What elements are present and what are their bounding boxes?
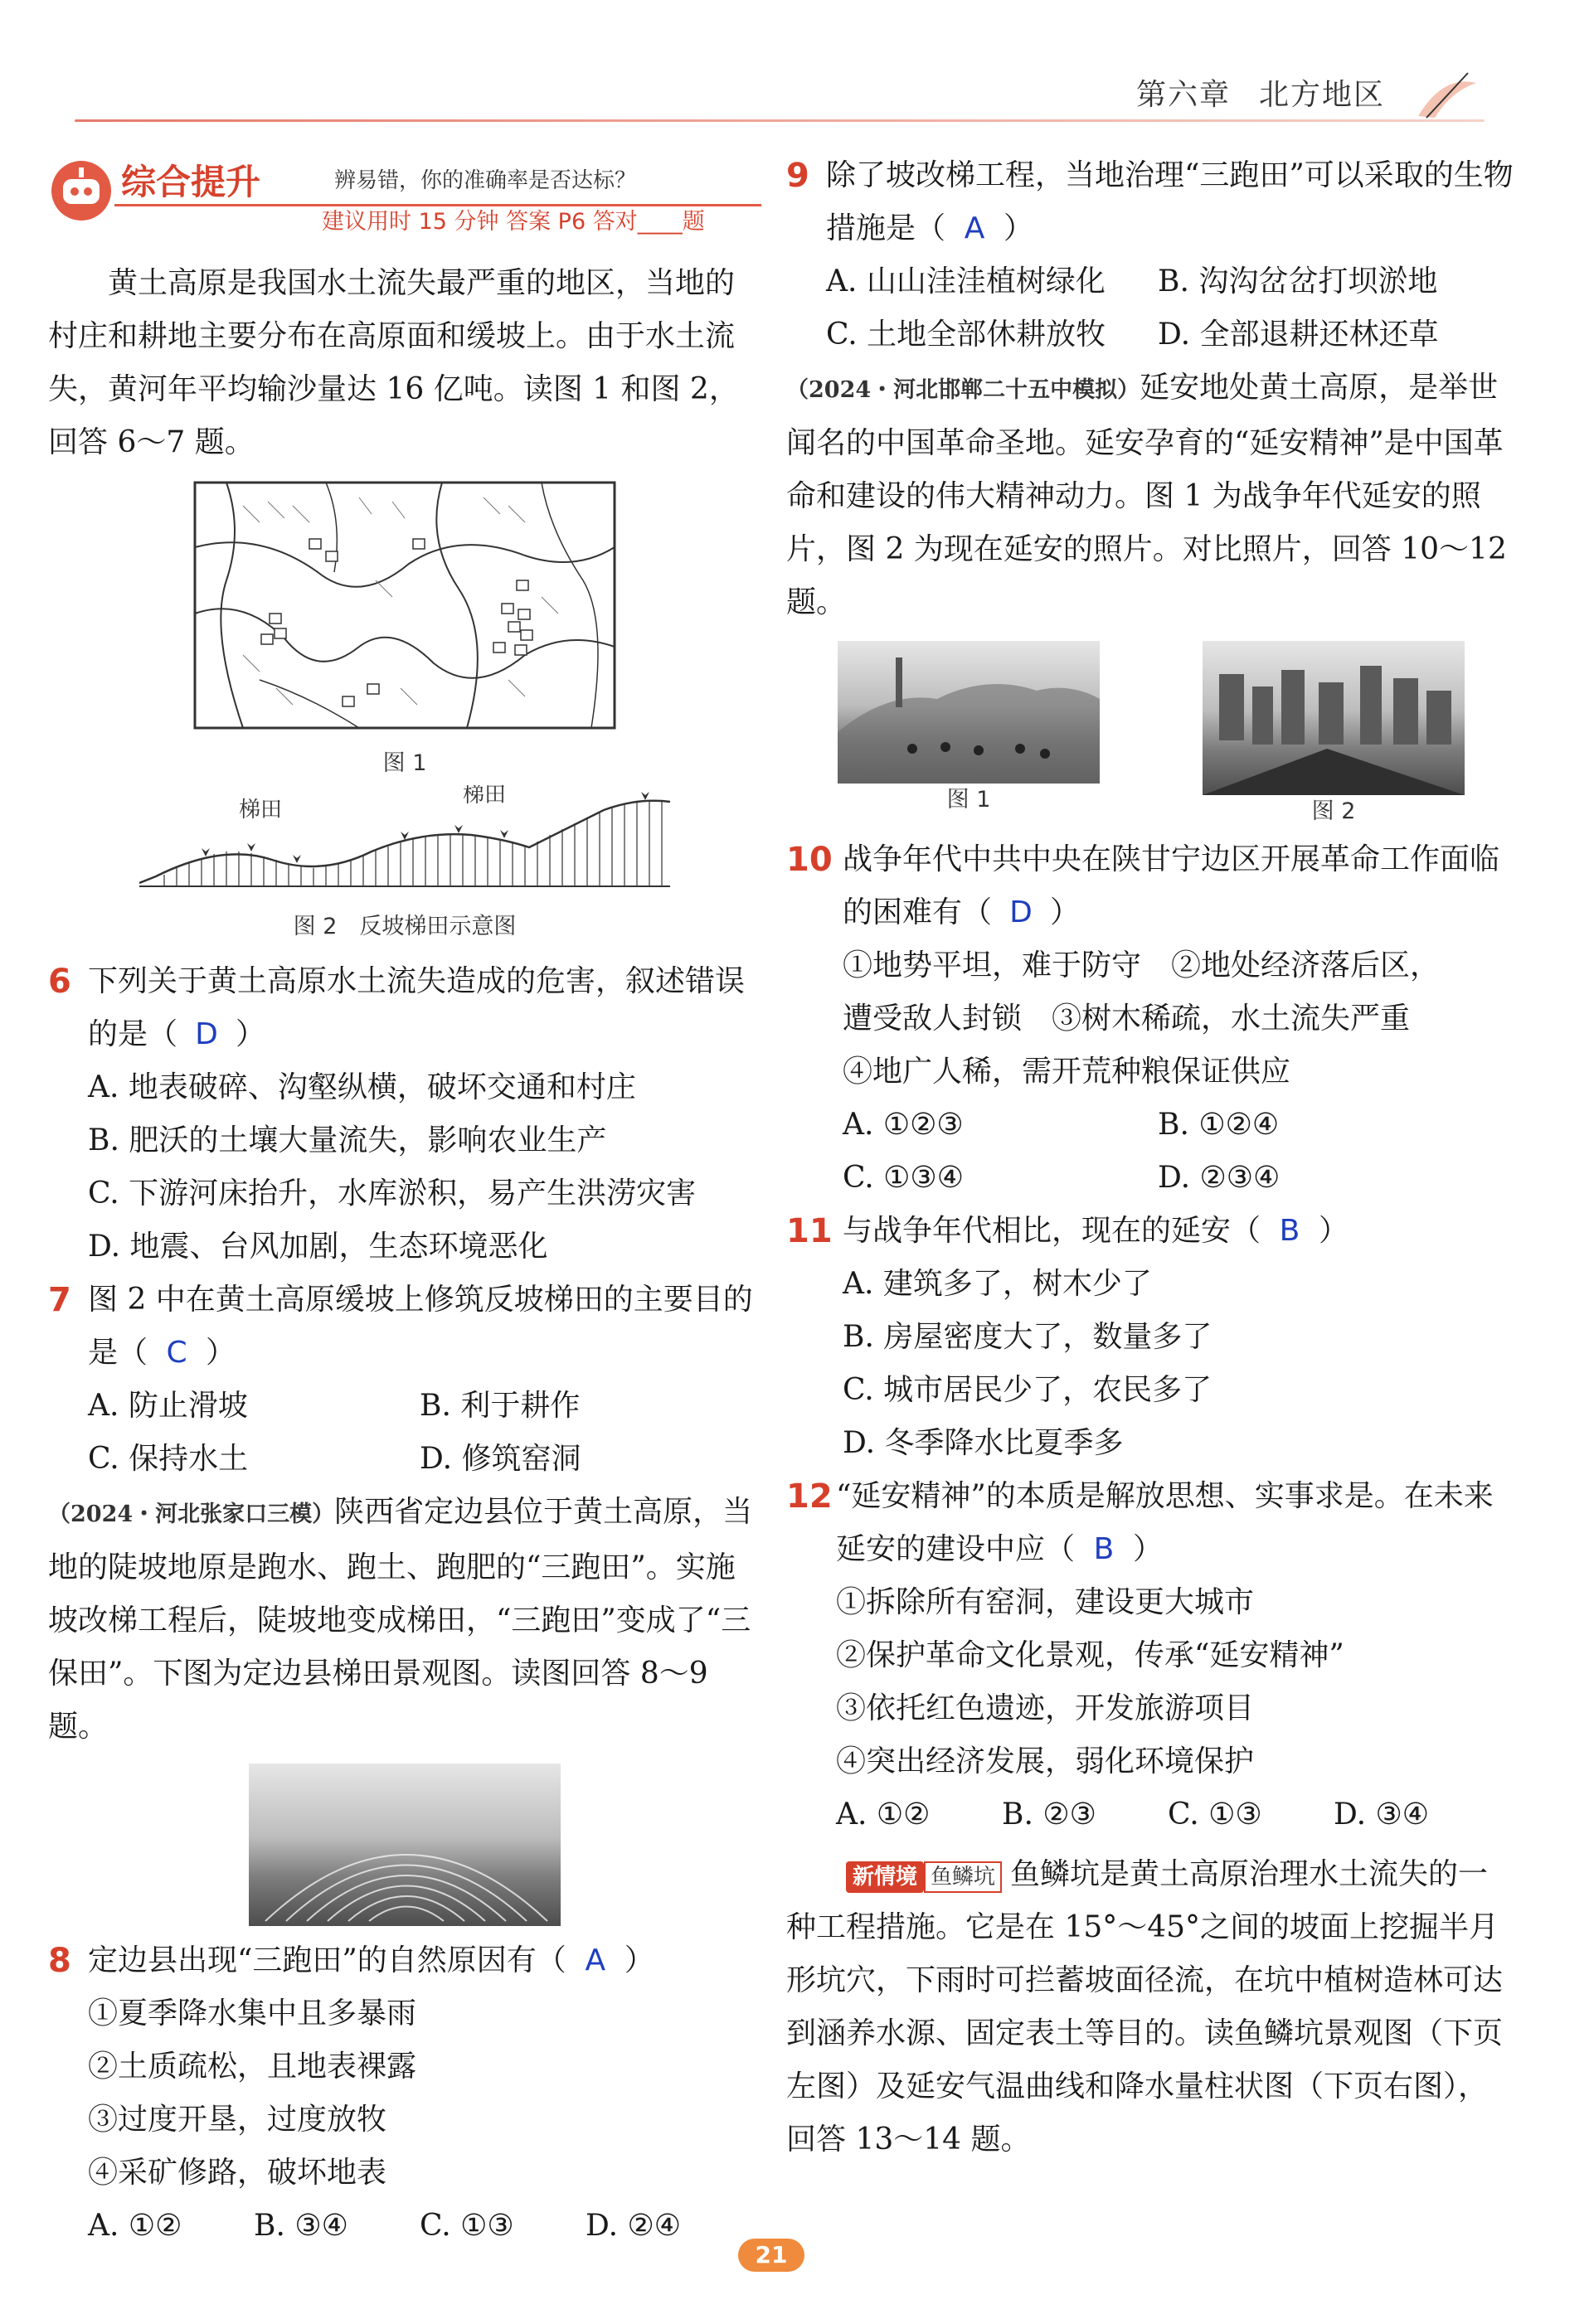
photo-2-caption: 图 2: [1311, 798, 1356, 824]
question-12-item: ①拆除所有窑洞，建设更大城市: [836, 1585, 1255, 1619]
intro-paragraph-2: [48, 1486, 761, 1754]
question-10-option: A. ①②③: [843, 1108, 964, 1142]
section-label: 北方地区: [1259, 78, 1386, 112]
question-12-close: ）: [1133, 1532, 1164, 1566]
section-header: [48, 158, 761, 257]
section-hint: 建议用时 15 分钟 答案 P6 答对____题: [322, 209, 705, 235]
question-12-item: ②保护革命文化景观，传承“延安精神”: [836, 1638, 1344, 1672]
running-header: [1136, 71, 1413, 114]
question-12-option: D. ③④: [1334, 1798, 1430, 1832]
section-underline: [114, 204, 761, 206]
question-6-option: C. 下游河床抬升，水库淤积，易产生洪涝灾害: [88, 1177, 697, 1211]
figure-2: [139, 785, 670, 944]
question-12-stem: “延安精神”的本质是解放思想、实事求是。在未来延安的建设中应（: [836, 1479, 1494, 1566]
modern-city-illustration: [1203, 641, 1465, 795]
question-12-option: C. ①③: [1168, 1798, 1262, 1832]
source-note: （2024・河北邯郸二十五中模拟）: [786, 377, 1140, 403]
question-7-option: A. 防止滑坡: [88, 1389, 248, 1423]
question-6-close: ）: [236, 1017, 266, 1051]
question-9-stem: 除了坡改梯工程，当地治理“三跑田”可以采取的生物措施是（: [826, 158, 1514, 245]
question-12-number: 12: [786, 1477, 833, 1516]
question-7-answer: C: [166, 1336, 187, 1370]
question-8-option: B. ③④: [254, 2209, 348, 2243]
intro-2-text: 陕西省定边县位于黄土高原，当地的陡坡地原是跑水、跑土、跑肥的“三跑田”。实施坡改梯工程后，陡坡地变成梯田，“三跑田”变成了“三保田”。下图为定边县梯田景观图。读图回答 8～9 题。: [48, 1495, 753, 1744]
question-9-option: D. 全部退耕还林还草: [1158, 318, 1439, 352]
intro-paragraph-4: [786, 1848, 1516, 2166]
question-7: [48, 1274, 761, 1380]
question-7-option: B. 利于耕作: [420, 1389, 581, 1423]
question-8-number: 8: [48, 1942, 71, 1980]
question-6-option: D. 地震、台风加剧，生态环境恶化: [88, 1230, 548, 1264]
question-10: [786, 833, 1516, 939]
question-6-answer: D: [195, 1017, 218, 1051]
question-8-option: A. ①②: [88, 2209, 182, 2243]
question-11-option: C. 城市居民少了，农民多了: [843, 1373, 1213, 1407]
intro-paragraph: 黄土高原是我国水土流失最严重的地区，当地的村庄和耕地主要分布在高原面和缓坡上。由于水土流失，黄河年平均输沙量达 16 亿吨。读图 1 和图 2，回答 6～7 题。: [48, 266, 739, 459]
question-8-item: ②土质疏松，且地表裸露: [88, 2050, 417, 2084]
question-8-stem: 定边县出现“三跑田”的自然原因有（: [88, 1943, 566, 1977]
question-11: [786, 1205, 1516, 1258]
question-11-stem: 与战争年代相比，现在的延安（: [843, 1214, 1261, 1248]
question-11-number: 11: [786, 1212, 833, 1250]
robot-badge-icon: [48, 158, 114, 224]
wartime-scene-illustration: [838, 641, 1100, 784]
question-8-close: ）: [624, 1943, 654, 1977]
question-11-close: ）: [1319, 1214, 1349, 1248]
question-8-item: ①夏季降水集中且多暴雨: [88, 1997, 417, 2030]
question-6-option: B. 肥沃的土壤大量流失，影响农业生产: [88, 1123, 607, 1157]
question-9-options-row: [786, 308, 1516, 361]
yanan-photos: [786, 641, 1516, 828]
question-12-item: ③依托红色遗迹，开发旅游项目: [836, 1691, 1255, 1725]
right-column: [786, 149, 1516, 2166]
question-10-items-line: 遭受敌人封锁 ③树木稀疏，水土流失严重: [843, 1002, 1411, 1036]
new-context-tag: 新情境: [846, 1861, 924, 1893]
intro-3-text: 延安地处黄土高原，是举世闻名的中国革命圣地。延安孕育的“延安精神”是中国革命和建设的伟大精神动力。图 1 为战争年代延安的照片，图 2 为现在延安的照片。对比照片，回答 10～12 题。: [786, 371, 1507, 619]
question-10-option: D. ②③④: [1158, 1161, 1281, 1195]
question-10-close: ）: [1050, 895, 1081, 929]
question-12-option: B. ②③: [1002, 1798, 1096, 1832]
photo-2-block: [1203, 641, 1465, 828]
question-11-option: A. 建筑多了，树木少了: [843, 1267, 1152, 1301]
brush-decoration-icon: [1410, 66, 1485, 124]
section-subtitle: 辨易错，你的准确率是否达标？: [334, 168, 637, 193]
terrace-label-b: 梯田: [463, 785, 507, 808]
figure-2-caption: 图 2 反坡梯田示意图: [293, 914, 517, 939]
header-divider: [75, 119, 1485, 122]
chapter-label: 第六章: [1136, 78, 1232, 112]
question-8-item: ④采矿修路，破坏地表: [88, 2156, 387, 2190]
gully-map-illustration: [193, 481, 616, 730]
question-9-close: ）: [1004, 211, 1034, 245]
question-9-number: 9: [786, 157, 809, 195]
question-8-options-row: [48, 2200, 761, 2253]
question-10-options-row: [786, 1152, 1516, 1205]
question-8-answer: A: [585, 1943, 606, 1977]
question-9-option: A. 山山洼洼植树绿化: [826, 264, 1106, 298]
photo-1-caption: 图 1: [946, 787, 991, 813]
question-7-close: ）: [206, 1336, 236, 1370]
terrace-profile-diagram: [139, 785, 670, 893]
question-9-options-row: [786, 255, 1516, 308]
question-10-answer: D: [1009, 895, 1033, 929]
question-7-stem: 图 2 中在黄土高原缓坡上修筑反坡梯田的主要目的是（: [88, 1283, 753, 1370]
question-7-option: D. 修筑窑洞: [420, 1442, 581, 1476]
question-9-answer: A: [964, 211, 985, 245]
question-6-number: 6: [48, 963, 71, 1001]
section-title: 综合提升: [121, 162, 261, 202]
question-11-option: D. 冬季降水比夏季多: [843, 1426, 1124, 1460]
question-9-option: B. 沟沟岔岔打坝淤地: [1158, 264, 1438, 298]
question-7-options-row: [48, 1433, 761, 1486]
question-10-option: B. ①②④: [1158, 1108, 1280, 1142]
page-number: 21: [738, 2239, 804, 2272]
question-12-option: A. ①②: [836, 1798, 931, 1832]
question-12-answer: B: [1093, 1532, 1115, 1566]
photo-1-block: [838, 641, 1100, 828]
figure-1: [193, 481, 616, 780]
question-12-item: ④突出经济发展，弱化环境保护: [836, 1744, 1255, 1778]
question-7-number: 7: [48, 1281, 71, 1319]
left-column: [48, 158, 761, 2253]
question-9-option: C. 土地全部休耕放牧: [826, 318, 1106, 352]
question-10-options-row: [786, 1099, 1516, 1152]
terrace-rings-illustration: [249, 1764, 561, 1926]
question-10-stem: 战争年代中共中央在陕甘宁边区开展革命工作面临的困难有（: [843, 842, 1500, 929]
question-10-items-line: ④地广人稀，需开荒种粮保证供应: [843, 1055, 1291, 1089]
question-7-option: C. 保持水土: [88, 1442, 249, 1476]
question-8-option: D. ②④: [586, 2209, 682, 2243]
source-note: （2024・河北张家口三模）: [48, 1502, 335, 1527]
wartime-yanan-photo: [838, 641, 1100, 784]
question-11-answer: B: [1279, 1214, 1300, 1248]
question-10-option: C. ①③④: [843, 1161, 964, 1195]
question-6: [48, 955, 761, 1061]
question-8-item: ③过度开垦，过度放牧: [88, 2103, 387, 2137]
question-6-option: A. 地表破碎、沟壑纵横，破坏交通和村庄: [88, 1070, 636, 1104]
figure-1-caption: 图 1: [382, 750, 427, 776]
intro-paragraph-3: [786, 361, 1516, 629]
question-6-stem: 下列关于黄土高原水土流失造成的危害，叙述错误的是（: [88, 964, 746, 1051]
question-9: [786, 149, 1516, 255]
question-11-option: B. 房屋密度大了，数量多了: [843, 1320, 1213, 1354]
question-8-option: C. ①③: [420, 2209, 514, 2243]
terrace-label-a: 梯田: [239, 798, 283, 822]
question-12: [786, 1470, 1516, 1576]
question-10-items-line: ①地势平坦，难于防守 ②地处经济落后区，: [843, 949, 1441, 982]
terrace-landscape-photo: [249, 1764, 561, 1926]
question-12-options-row: [786, 1788, 1516, 1841]
question-7-options-row: [48, 1380, 761, 1433]
intro-4-text: 鱼鳞坑是黄土高原治理水土流失的一种工程措施。它是在 15°～45°之间的坡面上挖掘半月形坑穴，下雨时可拦蓄坡面径流，在坑中植树造林可达到涵养水源、固定表土等目的。读鱼鳞坑景观图（下页左图）及延安气温曲线和降水量柱状图（下页右图），回答 13～14 题。: [786, 1857, 1504, 2157]
modern-yanan-photo: [1203, 641, 1465, 795]
question-8: [48, 1934, 761, 1987]
question-10-number: 10: [786, 841, 833, 879]
topic-tag: 鱼鳞坑: [924, 1861, 1002, 1893]
